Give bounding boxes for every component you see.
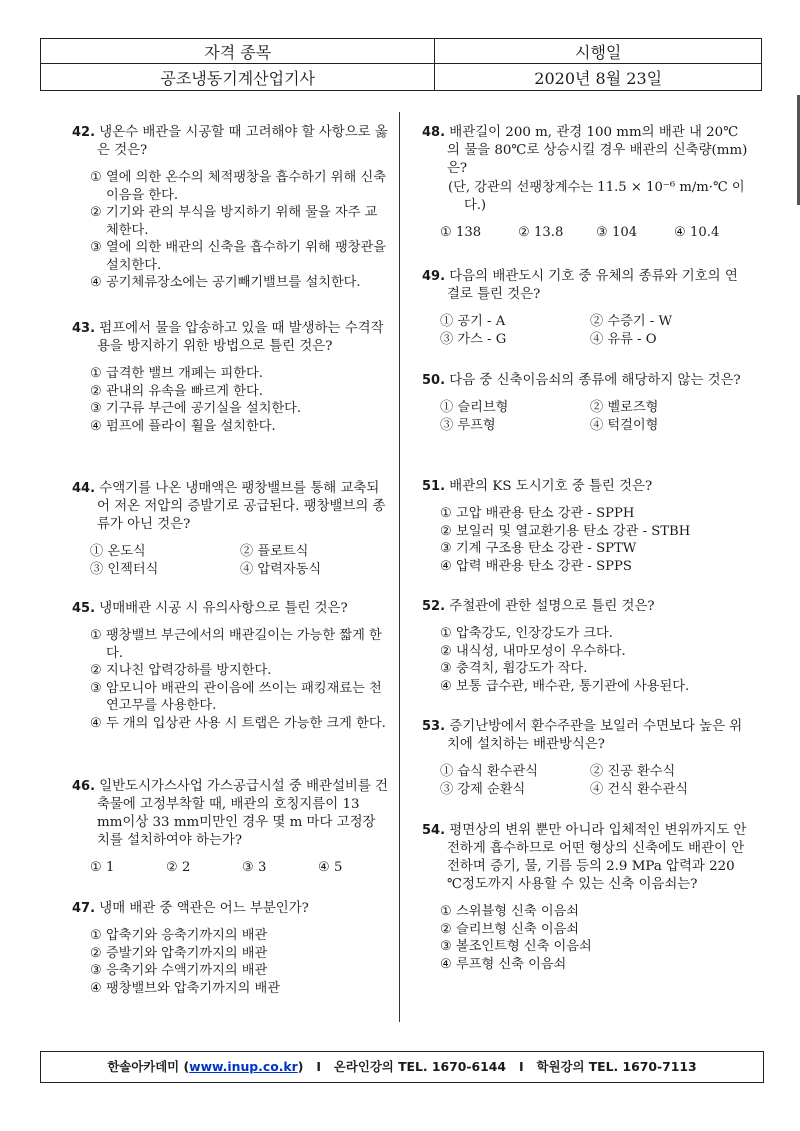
question-text: 냉온수 배관을 시공할 때 고려해야 할 사항으로 옳은 것은? [97,125,388,158]
option-text: 턱걸이형 [607,417,659,433]
option-text: 공기체류장소에는 공기빼기밸브를 설치한다. [106,275,361,290]
option-text: 강제 순환식 [457,781,526,797]
option-marker: ② [440,643,452,659]
option-3[interactable] [422,540,750,558]
option-text: 보일러 및 열교환기용 탄소 강관 - STBH [456,523,691,539]
option-text: 충격치, 휨강도가 작다. [456,661,588,676]
option-text: 슬리브형 [457,400,509,415]
footer-online-phone: 온라인강의 TEL. 1670-6144 [333,1059,507,1074]
option-3[interactable] [440,781,590,799]
option-marker: ④ [440,558,452,574]
question-51 [422,478,750,575]
option-marker: ② [166,860,178,875]
option-marker: ② [240,544,254,559]
option-marker: ③ [440,939,452,954]
option-marker: ③ [90,680,102,696]
option-text: 압축기와 응축기까지의 배관 [106,928,268,943]
option-text: 플로트식 [257,544,309,559]
option-text: 열에 의한 온수의 체적팽창을 흡수하기 위해 신축이음을 한다. [106,170,386,203]
option-4[interactable] [422,956,750,974]
option-marker: ③ [90,240,102,255]
option-text: 온도식 [107,544,146,559]
question-text: 평면상의 변위 뿐만 아니라 입체적인 변위까지도 안전하게 흡수하므로 어떤 형상의 신축에도 배관이 안전하며 증기, 물, 기름 등의 2.9 MPa 압력과 220 ℃정도까지 사용할 수 있는 신축 이음쇠는? [447,823,747,892]
option-4[interactable] [72,418,388,436]
question-note: (단, 강관의 선팽창계수는 11.5 × 10⁻⁶ m/m·℃ 이다.) [448,180,745,213]
question-47 [72,900,388,997]
option-4[interactable] [422,558,750,576]
option-text: 벨로즈형 [607,400,659,415]
option-3[interactable] [72,239,388,274]
question-number: 44. [72,481,96,496]
header-col1-title: 자격 종목 [41,39,435,64]
question-number: 51. [422,479,446,494]
question-45 [72,600,388,732]
option-3[interactable] [72,962,388,980]
option-2[interactable] [422,921,750,939]
option-2[interactable] [590,399,740,417]
option-text: 증발기와 압축기까지의 배관 [106,945,268,961]
option-marker: ③ [90,561,104,577]
option-text: 138 [456,225,482,240]
option-marker: ① [440,904,452,919]
option-text: 보통 급수관, 배수관, 통기관에 사용된다. [456,678,690,694]
options-grid [440,763,750,798]
option-marker: ② [590,764,604,779]
option-marker: ① [440,225,452,240]
option-text: 기계 구조용 탄소 강관 - SPTW [456,541,637,556]
question-text: 증기난방에서 환수주관을 보일러 수면보다 높은 위치에 설치하는 배관방식은? [447,719,743,752]
option-4[interactable] [590,781,740,799]
option-text: 1 [106,860,115,875]
question-number: 50. [422,373,446,388]
options-grid [440,313,750,348]
option-4[interactable] [72,980,388,998]
option-marker: ④ [240,561,254,577]
option-marker: ④ [590,417,604,433]
option-text: 루프형 신축 이음쇠 [456,956,567,972]
option-2[interactable] [166,859,242,877]
options-list [422,625,750,695]
question-text: 펌프에서 물을 압송하고 있을 때 발생하는 수격작용을 방지하기 위한 방법으로 틀린 것은? [97,321,384,354]
option-marker: ① [440,400,454,415]
option-marker: ② [90,383,102,399]
footer-bar: 한솔아카데미 (www.inup.co.kr) I 온라인강의 TEL. 1670-6144 I 학원강의 TEL. 1670-7113 [40,1051,764,1083]
option-1[interactable] [440,224,518,242]
option-text: 팽창밸브와 압축기까지의 배관 [106,980,280,996]
option-4[interactable] [674,224,752,242]
option-text: 펌프에 플라이 휠을 설치한다. [106,418,276,434]
option-marker: ① [90,366,102,381]
option-3[interactable] [596,224,674,242]
option-text: 2 [182,860,191,875]
header-col2-value: 2020년 8월 23일 [435,64,762,91]
option-marker: ② [590,400,604,415]
option-marker: ③ [440,661,452,676]
option-1[interactable] [422,903,750,921]
question-number: 52. [422,599,446,614]
option-marker: ④ [590,331,604,347]
options-list [72,627,388,732]
option-text: 응축기와 수액기까지의 배관 [106,963,268,978]
question-text: 배관길이 200 m, 관경 100 mm의 배관 내 20℃의 물을 80℃로 상승시킬 경우 배관의 신축량(mm)은? [447,125,748,176]
option-4[interactable] [422,678,750,696]
header-table [40,38,762,91]
option-marker: ② [590,314,604,329]
option-marker: ② [440,523,452,539]
option-text: 루프형 [457,417,496,433]
option-marker: ④ [674,225,686,240]
option-text: 압력자동식 [257,561,322,577]
question-number: 46. [72,779,96,794]
option-1[interactable] [422,625,750,643]
option-text: 관내의 유속을 빠르게 한다. [106,383,263,399]
option-text: 압축강도, 인장강도가 크다. [456,626,613,641]
options-grid [90,543,388,578]
option-marker: ④ [90,715,102,731]
option-2[interactable] [518,224,596,242]
option-3[interactable] [242,859,318,877]
option-text: 습식 환수관식 [457,764,539,779]
option-text: 건식 환수관식 [607,781,689,797]
option-marker: ① [440,314,454,329]
question-text: 냉매배관 시공 시 유의사항으로 틀린 것은? [99,601,348,616]
question-46 [72,778,388,877]
option-text: 유류 - O [607,331,657,347]
option-2[interactable] [72,662,388,680]
option-marker: ② [440,921,452,937]
option-marker: ④ [440,678,452,694]
option-1[interactable] [90,543,240,561]
option-1[interactable] [440,763,590,781]
option-marker: ② [90,945,102,961]
question-text: 다음 중 신축이음쇠의 종류에 해당하지 않는 것은? [449,373,741,388]
options-list [72,169,388,292]
option-text: 공기 - A [457,314,506,329]
option-marker: ④ [90,418,102,434]
options-list [72,927,388,997]
question-44 [72,480,388,578]
options-list [422,505,750,575]
option-1[interactable] [72,627,388,662]
question-number: 47. [72,901,96,916]
option-text: 볼조인트형 신축 이음쇠 [456,939,592,954]
footer-url-link[interactable]: www.inup.co.kr [189,1059,298,1074]
question-number: 42. [72,125,96,140]
question-48 [422,124,750,242]
options-list [422,903,750,973]
option-marker: ① [440,764,454,779]
question-text: 냉매 배관 중 액관은 어느 부분인가? [99,901,309,916]
option-text: 수증기 - W [607,314,673,329]
option-1[interactable] [440,313,590,331]
option-1[interactable] [422,505,750,523]
option-3[interactable] [72,680,388,715]
option-text: 열에 의한 배관의 신축을 흡수하기 위해 팽창관을 설치한다. [106,240,386,273]
option-marker: ③ [440,331,454,347]
option-3[interactable] [440,417,590,435]
option-2[interactable] [72,945,388,963]
option-2[interactable] [590,763,740,781]
header-col2-title: 시행일 [435,39,762,64]
option-4[interactable] [590,417,740,435]
option-2[interactable] [422,523,750,541]
question-number: 54. [422,823,446,838]
option-3[interactable] [90,561,240,579]
option-marker: ③ [596,225,608,240]
option-4[interactable] [590,331,740,349]
option-marker: ③ [440,541,452,556]
options-grid [440,399,750,434]
option-marker: ④ [318,860,330,875]
option-marker: ① [90,170,102,185]
option-text: 두 개의 입상관 사용 시 트랩은 가능한 크게 한다. [106,715,386,731]
question-49 [422,268,750,348]
option-marker: ③ [90,401,102,416]
option-marker: ① [90,544,104,559]
option-text: 가스 - G [457,331,507,347]
option-marker: ② [518,225,530,240]
question-50 [422,372,750,434]
option-text: 슬리브형 신축 이음쇠 [456,921,580,937]
question-42 [72,124,388,292]
footer-academy-phone: 학원강의 TEL. 1670-7113 [536,1059,697,1074]
question-text: 수액기를 나온 냉매액은 팽창밸브를 통해 교축되어 저온 저압의 증발기로 공급된다. 팽창밸브의 종류가 아닌 것은? [97,481,386,532]
option-text: 스위블형 신축 이음쇠 [456,904,580,919]
option-4[interactable] [72,274,388,292]
question-53 [422,718,750,798]
option-text: 팽창밸브 부근에서의 배관길이는 가능한 짧게 한다. [106,628,382,661]
option-text: 진공 환수식 [607,764,676,779]
option-marker: ① [440,626,452,641]
option-marker: ① [90,928,102,943]
option-marker: ③ [242,860,254,875]
option-2[interactable] [422,643,750,661]
options-grid [90,859,388,877]
option-marker: ③ [90,963,102,978]
option-marker: ③ [440,417,454,433]
option-text: 기구류 부근에 공기실을 설치한다. [106,401,302,416]
option-text: 고압 배관용 탄소 강관 - SPPH [456,506,635,521]
option-marker: ① [440,506,452,521]
option-3[interactable] [422,938,750,956]
option-text: 지나친 압력강하를 방지한다. [106,663,272,678]
question-text: 일반도시가스사업 가스공급시설 중 배관설비를 건축물에 고정부착할 때, 배관의 호칭지름이 13 mm이상 33 mm미만인 경우 몇 m 마다 고정장치를 설치하여야 하는가? [97,779,388,848]
option-marker: ④ [590,781,604,797]
options-grid [440,224,750,242]
column-divider [399,112,400,1022]
option-2[interactable] [590,313,740,331]
option-marker: ③ [440,781,454,797]
question-number: 53. [422,719,446,734]
option-text: 압력 배관용 탄소 강관 - SPPS [456,558,632,574]
option-text: 104 [612,225,638,240]
option-text: 인젝터식 [107,561,159,577]
option-marker: ① [90,860,102,875]
option-marker: ④ [440,956,452,972]
question-number: 43. [72,321,96,336]
option-text: 10.4 [690,225,720,240]
option-marker: ② [90,205,102,220]
option-marker: ② [90,663,102,678]
option-4[interactable] [318,859,394,877]
question-43 [72,320,388,435]
option-3[interactable] [422,660,750,678]
option-1[interactable] [440,399,590,417]
option-1[interactable] [72,169,388,204]
option-text: 3 [258,860,267,875]
options-list [72,365,388,435]
option-text: 기기와 관의 부식을 방지하기 위해 물을 자주 교체한다. [106,205,378,238]
option-1[interactable] [90,859,166,877]
option-text: 5 [334,860,343,875]
option-marker: ① [90,628,102,643]
option-3[interactable] [72,400,388,418]
option-4[interactable] [72,715,388,733]
header-col1-value: 공조냉동기계산업기사 [41,64,435,91]
question-number: 49. [422,269,446,284]
option-2[interactable] [240,543,390,561]
option-1[interactable] [72,365,388,383]
option-3[interactable] [440,331,590,349]
option-4[interactable] [240,561,390,579]
option-2[interactable] [72,383,388,401]
option-marker: ④ [90,980,102,996]
option-1[interactable] [72,927,388,945]
question-number: 48. [422,125,446,140]
option-marker: ④ [90,275,102,290]
option-text: 내식성, 내마모성이 우수하다. [456,643,626,659]
question-number: 45. [72,601,96,616]
question-52 [422,598,750,695]
option-text: 암모니아 배관의 관이음에 쓰이는 패킹재료는 천연고무를 사용한다. [106,680,382,713]
question-text: 다음의 배관도시 기호 중 유체의 종류와 기호의 연결로 틀린 것은? [447,269,738,302]
question-text: 배관의 KS 도시기호 중 틀린 것은? [449,479,653,494]
option-text: 13.8 [534,225,564,240]
question-text: 주철관에 관한 설명으로 틀린 것은? [449,599,655,614]
footer-org: 한솔아카데미 [107,1059,180,1074]
question-54 [422,822,750,973]
option-2[interactable] [72,204,388,239]
option-text: 급격한 밸브 개폐는 피한다. [106,366,263,381]
